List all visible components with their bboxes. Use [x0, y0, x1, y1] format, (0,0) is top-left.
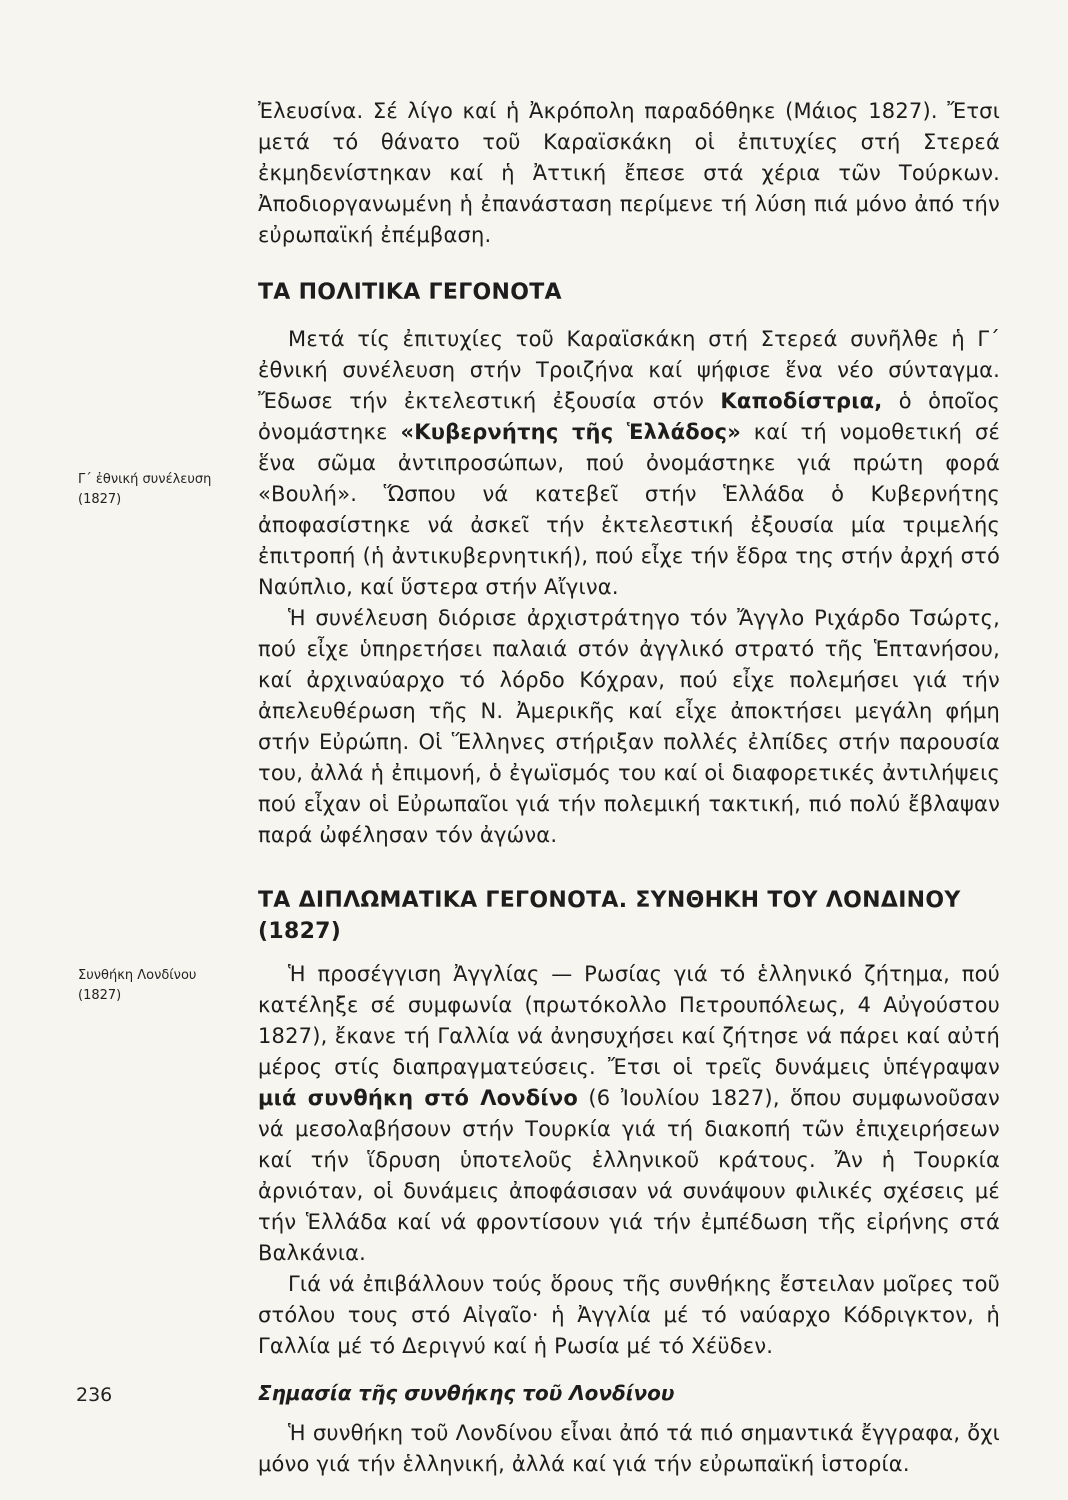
intro-paragraph: Ἐλευσίνα. Σέ λίγο καί ἡ Ἀκρόπολη παραδόθηκε (Μάιος 1827). Ἔτσι μετά τό θάνατο τοῦ Καραϊσκάκη οἱ ἐπιτυχίες στή Στερεά ἐκμηδενίστηκαν καί ἡ Ἀττική ἔπεσε στά χέρια τῶν Τούρκων. Ἀποδιοργανωμένη ἡ ἐπανάσταση περίμενε τή λύση πιά μόνο ἀπό τήν εὐρωπαϊκή ἐπέμβαση. [258, 99, 1000, 247]
emphasis-kapodistrias: Καποδίστρια, [720, 389, 883, 413]
paragraph-political-1 [258, 324, 1000, 603]
margin-note-line: Συνθήκη Λονδίνου [78, 968, 197, 983]
section-heading-diplomatic: ΤΑ ΔΙΠΛΩΜΑΤΙΚΑ ΓΕΓΟΝΟΤΑ. ΣΥΝΘΗΚΗ ΤΟΥ ΛΟΝΔΙΝΟΥ (1827) [258, 888, 961, 944]
margin-note-line: (1827) [78, 988, 122, 1003]
text-run: Ἡ προσέγγιση Ἀγγλίας — Ρωσίας γιά τό ἑλληνικό ζήτημα, πού κατέληξε σέ συμφωνία (πρωτόκολλο Πετρουπόλεως, 4 Αὐγούστου 1827), ἔκανε τή Γαλλία νά ἀνησυχήσει καί ζήτησε νά πάρει καί αὐτή μέρος στίς διαπραγματεύσεις. Ἔτσι οἱ τρεῖς δυνάμεις ὑπέγραψαν [258, 962, 1000, 1079]
paragraph-significance: Ἡ συνθήκη τοῦ Λονδίνου εἶναι ἀπό τά πιό σημαντικά ἔγγραφα, ὄχι μόνο γιά τήν ἑλληνική, ἀλλά καί γιά τήν εὐρωπαϊκή ἱστορία. [258, 1421, 1000, 1476]
emphasis-london-treaty: μιά συνθήκη στό Λονδίνο [258, 1086, 578, 1110]
page-number: 236 [76, 1384, 113, 1406]
margin-note-london-treaty [78, 966, 196, 1006]
paragraph-diplomatic-2: Γιά νά ἐπιβάλλουν τούς ὅρους τῆς συνθήκης ἔστειλαν μοῖρες τοῦ στόλου τους στό Αἰγαῖο· ἡ Ἀγγλία μέ τό ναύαρχο Κόδριγκτον, ἡ Γαλλία μέ τό Δεριγνύ καί ἡ Ρωσία μέ τό Χέϋδεν. [258, 1272, 1000, 1358]
section-heading-political: ΤΑ ΠΟΛΙΤΙΚΑ ΓΕΓΟΝΟΤΑ [258, 280, 562, 305]
margin-note-line: (1827) [78, 492, 122, 507]
margin-note-national-assembly [78, 470, 211, 510]
text-run: ὁ ὁποῖος ὀνομάστηκε [258, 389, 1000, 444]
subsection-heading-significance: Σημασία τῆς συνθήκης τοῦ Λονδίνου [258, 1381, 675, 1405]
main-text-column [258, 96, 1000, 1480]
text-run: καί τή νομοθετική σέ ἕνα σῶμα ἀντιπροσώπων, πού ὀνομάστηκε γιά πρώτη φορά «Βουλή». Ὥσπου νά κατεβεῖ στήν Ἑλλάδα ὁ Κυβερνήτης ἀποφασίστηκε νά ἀσκεῖ τήν ἐκτελεστική ἐξουσία μία τριμελής ἐπιτροπή (ἡ ἀντικυβερνητική), πού εἶχε τήν ἕδρα της στήν ἀρχή στό Ναύπλιο, καί ὕστερα στήν Αἴγινα. [258, 420, 1001, 599]
text-run: Μετά τίς ἐπιτυχίες τοῦ Καραϊσκάκη στή Στερεά συνῆλθε ἡ Γ΄ ἐθνική συνέλευση στήν Τροιζήνα καί ψήφισε ἕνα νέο σύνταγμα. Ἔδωσε τήν ἐκτελεστική ἐξουσία στόν [258, 327, 1000, 413]
emphasis-governor: «Κυβερνήτης τῆς Ἑλλάδος» [400, 420, 741, 444]
text-run: (6 Ἰουλίου 1827), ὅπου συμφωνοῦσαν νά μεσολαβήσουν στήν Τουρκία γιά τή διακοπή τῶν ἐπιχειρήσεων καί τήν ἵδρυση ὑποτελοῦς ἑλληνικοῦ κράτους. Ἄν ἡ Τουρκία ἀρνιόταν, οἱ δυνάμεις ἀποφάσισαν νά συνάψουν φιλικές σχέσεις μέ τήν Ἑλλάδα καί νά φροντίσουν γιά τήν ἐμπέδωση τῆς εἰρήνης στά Βαλκάνια. [258, 1086, 1000, 1265]
paragraph-diplomatic-1 [258, 959, 1000, 1269]
paragraph-political-2: Ἡ συνέλευση διόρισε ἀρχιστράτηγο τόν Ἄγγλο Ριχάρδο Τσώρτς, πού εἶχε ὑπηρετήσει παλαιά στόν ἀγγλικό στρατό τῆς Ἑπτανήσου, καί ἀρχιναύαρχο τό λόρδο Κόχραν, πού εἶχε πολεμήσει γιά τήν ἀπελευθέρωση τῆς Ν. Ἀμερικῆς καί εἶχε ἀποκτήσει μεγάλη φήμη στήν Εὐρώπη. Οἱ Ἕλληνες στήριξαν πολλές ἐλπίδες στήν παρουσία του, ἀλλά ἡ ἐπιμονή, ὁ ἐγωϊσμός του καί οἱ διαφορετικές ἀντιλήψεις πού εἶχαν οἱ Εὐρωπαῖοι γιά τήν πολεμική τακτική, πιό πολύ ἔβλαψαν παρά ὠφέλησαν τόν ἀγώνα. [258, 606, 1000, 847]
margin-note-line: Γ΄ ἐθνική συνέλευση [78, 472, 212, 487]
